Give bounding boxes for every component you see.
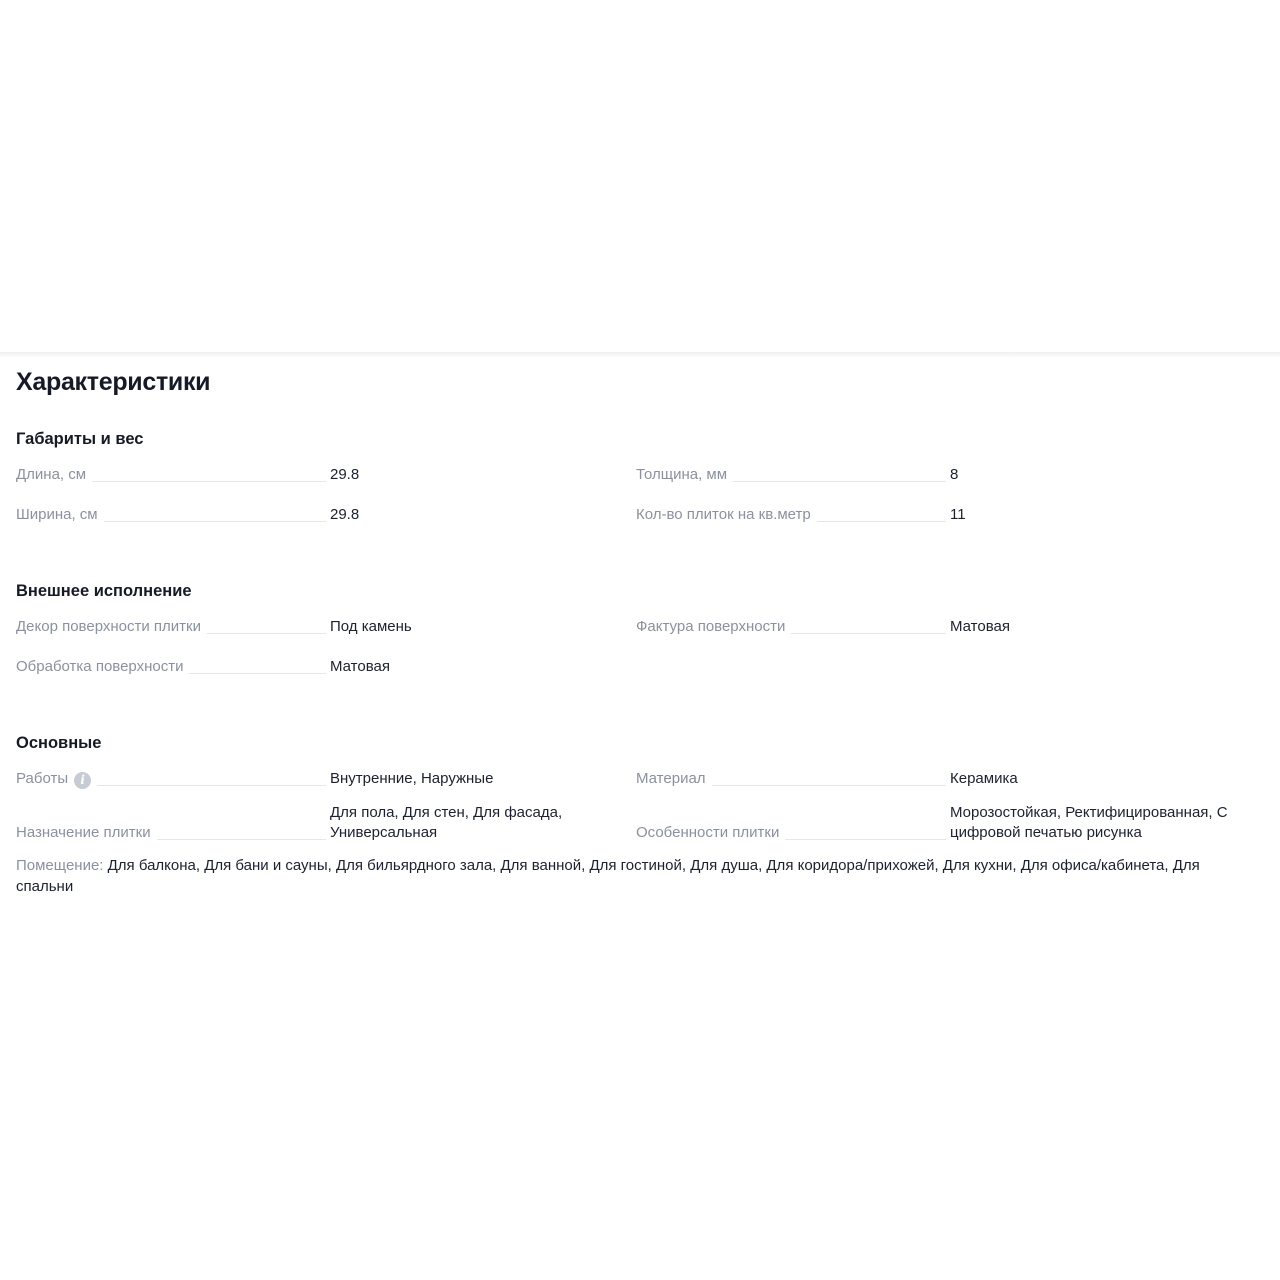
spec-name	[16, 465, 330, 487]
spec-row-tile-purpose	[16, 803, 636, 845]
spec-row-surface-texture	[636, 611, 1264, 639]
leader-line	[97, 785, 326, 786]
spec-rows-main	[16, 763, 1264, 845]
spec-value: Матовая	[330, 658, 390, 675]
leader-line	[189, 673, 326, 674]
leader-line	[785, 839, 946, 840]
leader-line	[207, 633, 326, 634]
spec-value: 8	[950, 466, 959, 483]
spec-value: 11	[950, 506, 966, 523]
spec-row-surface-finish	[16, 651, 636, 679]
spec-value: Под камень	[330, 618, 412, 635]
leader-line	[157, 839, 326, 840]
info-icon[interactable]: i	[74, 772, 91, 789]
spec-name-text: Работы	[16, 770, 69, 787]
spec-name-text: Обработка поверхности	[16, 658, 184, 675]
spec-row-tile-features	[636, 803, 1264, 845]
spec-name-text: Кол-во плиток на кв.метр	[636, 506, 811, 523]
spec-value: Морозостойкая, Ректифицированная, С цифровой печатью рисунка	[950, 804, 1228, 841]
spec-name	[636, 823, 950, 845]
spec-name-text: Назначение плитки	[16, 824, 151, 841]
spec-name	[16, 769, 330, 791]
leader-line	[791, 633, 946, 634]
spec-name-text: Толщина, мм	[636, 466, 728, 483]
spec-value: Матовая	[950, 618, 1010, 635]
spec-name-text: Фактура поверхности	[636, 618, 786, 635]
spec-name-text: Материал	[636, 770, 706, 787]
group-title-dimensions: Габариты и вес	[16, 430, 144, 448]
leader-line	[712, 785, 946, 786]
room-label: Помещение:	[16, 857, 104, 874]
blank-area	[0, 0, 1280, 354]
spec-name	[636, 617, 950, 639]
specifications-section	[16, 362, 1264, 897]
room-value: Для балкона, Для бани и сауны, Для бильярдного зала, Для ванной, Для гостиной, Для душа, Для коридора/прихожей, Для кухни, Для офиса/кабинета, Для спальни	[16, 857, 1200, 895]
section-divider	[0, 352, 1280, 358]
spec-row-width	[16, 499, 636, 527]
spec-value: 29.8	[330, 466, 360, 483]
spec-value: Керамика	[950, 770, 1018, 787]
leader-line	[733, 481, 946, 482]
spec-value: Для пола, Для стен, Для фасада, Универсальная	[330, 804, 563, 841]
spec-name	[16, 505, 330, 527]
group-title-main: Основные	[16, 734, 102, 752]
spec-name	[636, 769, 950, 791]
leader-line	[104, 521, 326, 522]
spec-name-text: Длина, см	[16, 466, 87, 483]
spec-name-text: Ширина, см	[16, 506, 98, 523]
spec-name	[636, 465, 950, 487]
spec-row-thickness	[636, 459, 1264, 487]
spec-name	[636, 505, 950, 527]
section-title: Характеристики	[16, 368, 211, 396]
spec-row-works	[16, 763, 636, 791]
spec-value: Внутренние, Наружные	[330, 770, 494, 787]
spec-row-surface-decor	[16, 611, 636, 639]
spec-name	[16, 657, 330, 679]
spec-name	[16, 617, 330, 639]
spec-value: 29.8	[330, 506, 360, 523]
spec-rows-appearance	[16, 611, 1264, 679]
spec-name-text: Декор поверхности плитки	[16, 618, 201, 635]
group-title-appearance: Внешнее исполнение	[16, 582, 192, 600]
spec-row-material	[636, 763, 1264, 791]
spec-name-text: Особенности плитки	[636, 824, 780, 841]
leader-line	[817, 521, 946, 522]
spec-row-tiles-per-sqm	[636, 499, 1264, 527]
leader-line	[92, 481, 326, 482]
spec-row-room	[16, 855, 1256, 897]
spec-rows-dimensions	[16, 459, 1264, 527]
spec-name	[16, 823, 330, 845]
spec-row-length	[16, 459, 636, 487]
